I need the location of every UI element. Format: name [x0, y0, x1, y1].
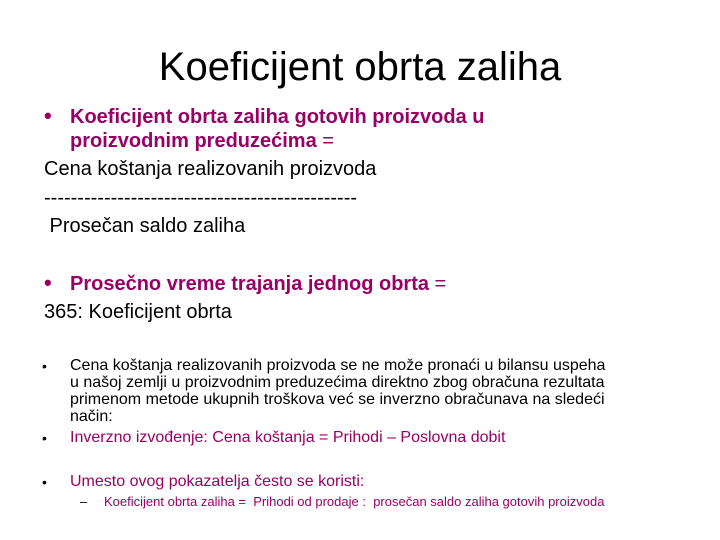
slide-title: Koeficijent obrta zaliha	[158, 45, 562, 89]
note-line: primenom metode ukupnih troškova već se inverzno obračunava na sledeći	[70, 391, 605, 408]
bullet-icon: •	[42, 474, 47, 490]
note-line: u našoj zemlji u proizvodnim preduzećima direktno zbog obračuna rezultata	[70, 374, 605, 391]
bullet-icon: •	[44, 270, 52, 295]
bullet-icon: •	[44, 103, 52, 128]
item2-line1	[70, 273, 446, 295]
dash-icon: –	[80, 494, 88, 509]
item1-line2-rest: =	[316, 130, 334, 152]
note-alternative: Umesto ovog pokazatelja često se koristi:	[70, 473, 365, 490]
item2-formula: 365: Koeficijent obrta	[44, 301, 232, 323]
bullet-icon: •	[42, 430, 47, 446]
note-line: način:	[70, 408, 113, 425]
item1-line2-bold: proizvodnim preduzećima	[70, 130, 317, 152]
note-inverse-derivation: Inverzno izvođenje: Cena koštanja = Prihodi – Poslovna dobit	[70, 429, 506, 446]
item1-line2	[70, 130, 334, 152]
item2-line1-rest: =	[429, 273, 447, 295]
item1-line1: Koeficijent obrta zaliha gotovih proizvoda u	[70, 106, 485, 128]
note-paragraph	[70, 357, 605, 425]
note-line: Cena koštanja realizovanih proizvoda se ne može pronaći u bilansu uspeha	[70, 357, 606, 374]
item1-numerator: Cena koštanja realizovanih proizvoda	[44, 158, 377, 180]
bullet-icon: •	[42, 358, 47, 374]
item2-line1-bold: Prosečno vreme trajanja jednog obrta	[70, 273, 429, 295]
item1-denominator: Prosečan saldo zaliha	[44, 215, 246, 237]
item1-fraction-line: -----------------------------------------------	[44, 187, 358, 209]
sub-note-formula: Koeficijent obrta zaliha = Prihodi od prodaje : prosečan saldo zaliha gotovih proizvoda	[104, 494, 605, 509]
